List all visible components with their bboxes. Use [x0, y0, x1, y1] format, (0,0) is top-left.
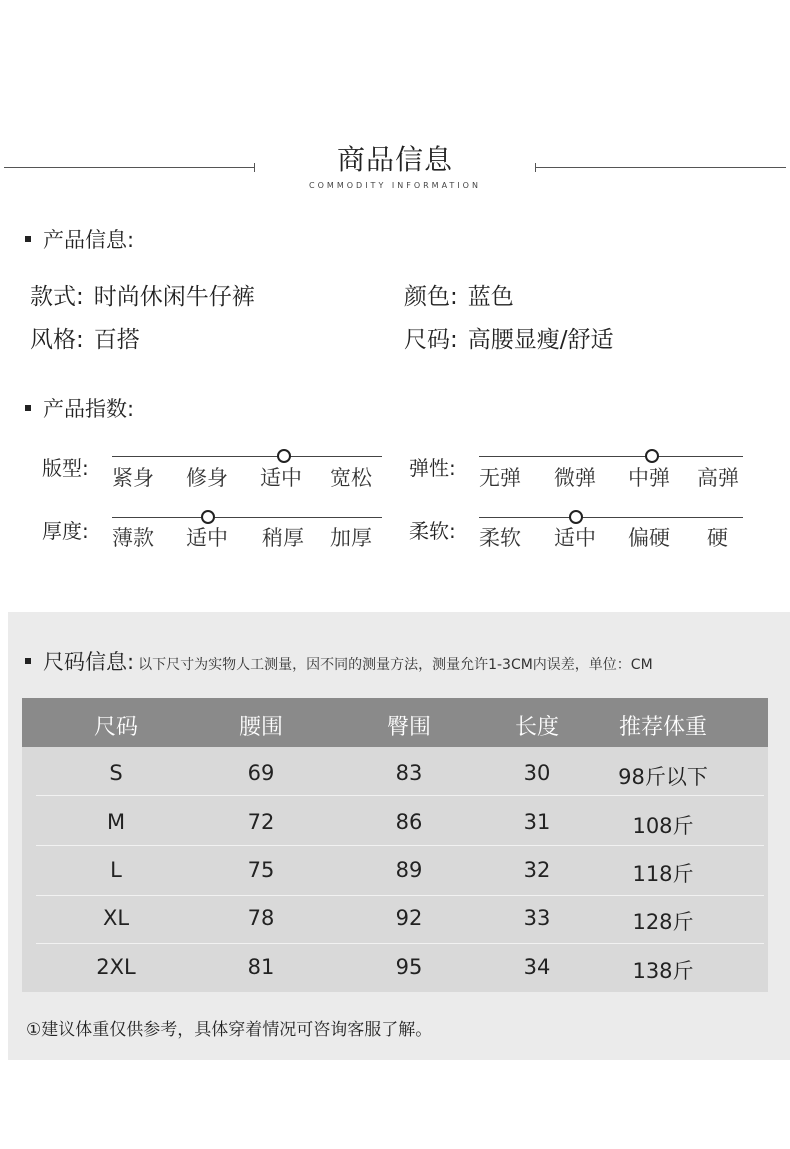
size-info-heading-text: 尺码信息: [43, 650, 135, 674]
table-row-divider [36, 943, 764, 944]
table-cell: 138斤 [632, 959, 694, 983]
table-row-divider [36, 845, 764, 846]
scale-indicator-knob [569, 510, 583, 524]
col-header-hip: 臀围 [386, 715, 431, 740]
page-subtitle: COMMODITY INFORMATION [309, 181, 481, 190]
page-title: 商品信息 [336, 143, 453, 176]
scale-option: 无弹 [479, 466, 521, 490]
table-cell: 92 [395, 906, 423, 930]
table-cell: 81 [247, 955, 275, 979]
col-header-size: 尺码 [93, 715, 138, 740]
table-cell: 98斤以下 [618, 765, 708, 789]
bullet-icon [25, 236, 31, 242]
table-cell: S [109, 761, 123, 785]
scale-option: 中弹 [628, 466, 670, 490]
table-cell: L [110, 858, 122, 882]
table-cell: 95 [395, 955, 423, 979]
info-fashion-label: 风格: [30, 327, 84, 353]
scale-label: 厚度: [42, 519, 89, 543]
table-row-divider [36, 795, 764, 796]
info-color-label: 颜色: [404, 284, 458, 310]
table-cell: 31 [523, 810, 551, 834]
table-cell: 69 [247, 761, 275, 785]
product-info-heading-text: 产品信息: [43, 228, 135, 252]
scale-option: 紧身 [112, 466, 154, 490]
table-row-divider [36, 895, 764, 896]
scale-option: 硬 [707, 526, 728, 550]
col-header-weight: 推荐体重 [618, 715, 707, 740]
scale-track [479, 456, 743, 457]
scale-indicator-knob [645, 449, 659, 463]
table-cell: 128斤 [632, 910, 694, 934]
size-info-note: 以下尺寸为实物人工测量，因不同的测量方法，测量允许1-3CM内误差，单位：CM [138, 657, 653, 673]
bullet-icon [25, 658, 31, 664]
size-info-heading [25, 646, 653, 676]
scale-indicator-knob [201, 510, 215, 524]
info-style-value: 时尚休闲牛仔裤 [93, 284, 255, 310]
info-style-label: 款式: [30, 284, 84, 310]
bullet-icon [25, 405, 31, 411]
table-cell: 83 [395, 761, 423, 785]
table-cell: 89 [395, 858, 423, 882]
scale-option: 薄款 [112, 526, 154, 550]
scale-track [112, 517, 382, 518]
scale-option: 适中 [554, 526, 596, 550]
product-info-heading [25, 224, 134, 254]
scale-option: 适中 [260, 466, 302, 490]
table-cell: 30 [523, 761, 551, 785]
scale-option: 高弹 [697, 466, 739, 490]
scale-option: 偏硬 [628, 526, 670, 550]
info-fashion [30, 321, 140, 354]
col-header-waist: 腰围 [238, 715, 283, 740]
scale-option: 加厚 [330, 526, 372, 550]
table-cell: 86 [395, 810, 423, 834]
table-cell: 78 [247, 906, 275, 930]
info-color [404, 278, 514, 311]
table-cell: 33 [523, 906, 551, 930]
table-cell: 32 [523, 858, 551, 882]
scale-option: 宽松 [330, 466, 372, 490]
scale-option: 柔软 [479, 526, 521, 550]
scale-option: 适中 [186, 526, 228, 550]
info-style [30, 278, 255, 311]
scale-label: 弹性: [409, 456, 456, 480]
table-cell: XL [102, 906, 130, 930]
scale-option: 微弹 [554, 466, 596, 490]
size-section-left-strip [0, 612, 8, 1060]
info-color-value: 蓝色 [467, 284, 514, 310]
size-table-header [22, 698, 768, 747]
info-fashion-value: 百搭 [93, 327, 140, 353]
scale-label: 柔软: [409, 519, 456, 543]
table-cell: 72 [247, 810, 275, 834]
table-cell: 75 [247, 858, 275, 882]
table-cell: M [106, 810, 126, 834]
scale-label: 版型: [42, 456, 89, 480]
col-header-length: 长度 [514, 715, 559, 740]
table-cell: 118斤 [632, 862, 694, 886]
size-table [22, 698, 768, 992]
scale-indicator-knob [277, 449, 291, 463]
scale-track [112, 456, 382, 457]
table-cell: 108斤 [632, 814, 694, 838]
weight-footnote: ①建议体重仅供参考，具体穿着情况可咨询客服了解。 [26, 1020, 433, 1040]
product-index-heading-text: 产品指数: [43, 397, 135, 421]
info-size [404, 321, 614, 354]
table-cell: 2XL [96, 955, 136, 979]
info-size-label: 尺码: [404, 327, 458, 353]
scale-option: 稍厚 [262, 526, 304, 550]
info-size-value: 高腰显瘦/舒适 [467, 327, 614, 353]
scale-track [479, 517, 743, 518]
scale-option: 修身 [186, 466, 228, 490]
table-cell: 34 [523, 955, 551, 979]
product-index-heading [25, 393, 134, 423]
